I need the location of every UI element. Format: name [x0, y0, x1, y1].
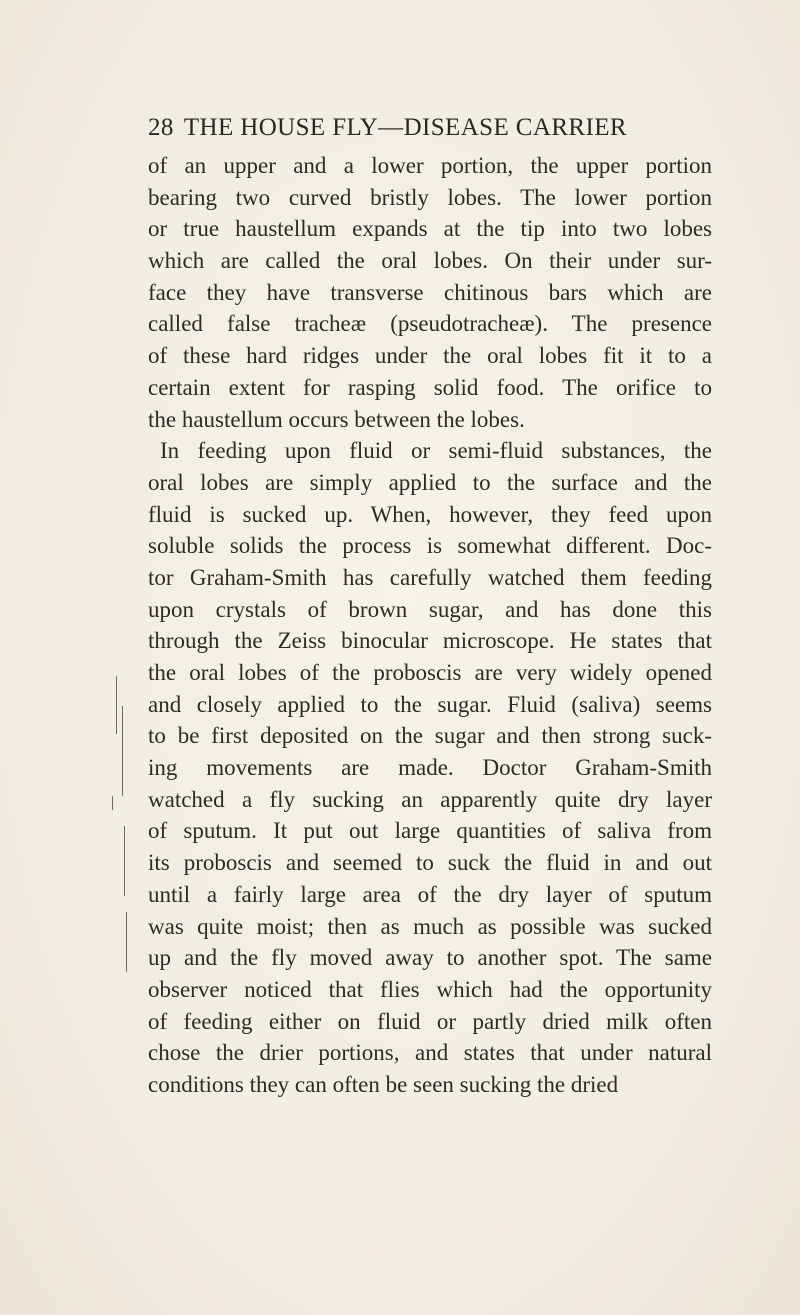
text-line: and closely applied to the sugar. Fluid (saliva) seems — [148, 691, 712, 717]
text-line: watched a fly sucking an apparently quite dry layer — [148, 786, 712, 812]
text-line: which are called the oral lobes. On their under sur- — [148, 248, 712, 274]
text-line: the haustellum occurs between the lobes. — [148, 406, 525, 432]
text-line: fluid is sucked up. When, however, they feed upon — [148, 501, 712, 527]
margin-pencil-marks — [110, 676, 140, 1026]
running-title: THE HOUSE FLY—DISEASE CARRIER — [183, 114, 627, 141]
margin-mark — [116, 676, 117, 734]
text-line: called false tracheæ (pseudotracheæ). The presence — [148, 311, 712, 337]
margin-mark — [126, 912, 127, 972]
text-line: until a fairly large area of the dry layer of sputum — [148, 881, 712, 907]
text-line: face they have transverse chitinous bars which are — [148, 279, 712, 305]
text-line: chose the drier portions, and states that under natural — [148, 1040, 712, 1066]
text-line: or true haustellum expands at the tip into two lobes — [148, 216, 712, 242]
margin-mark — [124, 826, 125, 896]
text-line: conditions they can often be seen sucking the dried — [148, 1071, 619, 1097]
text-line: was quite moist; then as much as possible was sucked — [148, 913, 712, 939]
running-header — [148, 114, 627, 142]
text-line: the oral lobes of the proboscis are very widely opened — [148, 660, 712, 685]
text-line: certain extent for rasping solid food. The orifice to — [148, 374, 712, 400]
text-line: of feeding either on fluid or partly dried milk often — [148, 1008, 712, 1034]
text-line: upon crystals of brown sugar, and has done this — [148, 596, 712, 622]
text-line: to be first deposited on the sugar and then strong suck- — [148, 723, 712, 749]
text-line: its proboscis and seemed to suck the fluid in and out — [148, 850, 712, 876]
text-line: tor Graham-Smith has carefully watched them feeding — [148, 564, 712, 590]
page-number: 28 — [148, 114, 174, 141]
text-line: ing movements are made. Doctor Graham-Smith — [148, 755, 712, 781]
body-text — [148, 150, 712, 1101]
text-line: of an upper and a lower portion, the upper portion — [148, 153, 712, 178]
text-line: up and the fly moved away to another spot. The same — [148, 945, 712, 971]
text-line: bearing two curved bristly lobes. The lower portion — [148, 184, 712, 210]
text-line: of sputum. It put out large quantities of saliva from — [148, 818, 712, 844]
margin-mark — [112, 796, 113, 810]
margin-mark — [122, 706, 123, 796]
text-line: soluble solids the process is somewhat different. Doc- — [148, 533, 712, 559]
text-line: oral lobes are simply applied to the surface and the — [148, 469, 712, 495]
text-line: observer noticed that flies which had the opportunity — [148, 976, 712, 1002]
text-line: through the Zeiss binocular microscope. He states that — [148, 628, 712, 654]
text-line: of these hard ridges under the oral lobes fit it to a — [148, 343, 712, 369]
text-line: In feeding upon fluid or semi-fluid substances, the — [160, 438, 712, 464]
